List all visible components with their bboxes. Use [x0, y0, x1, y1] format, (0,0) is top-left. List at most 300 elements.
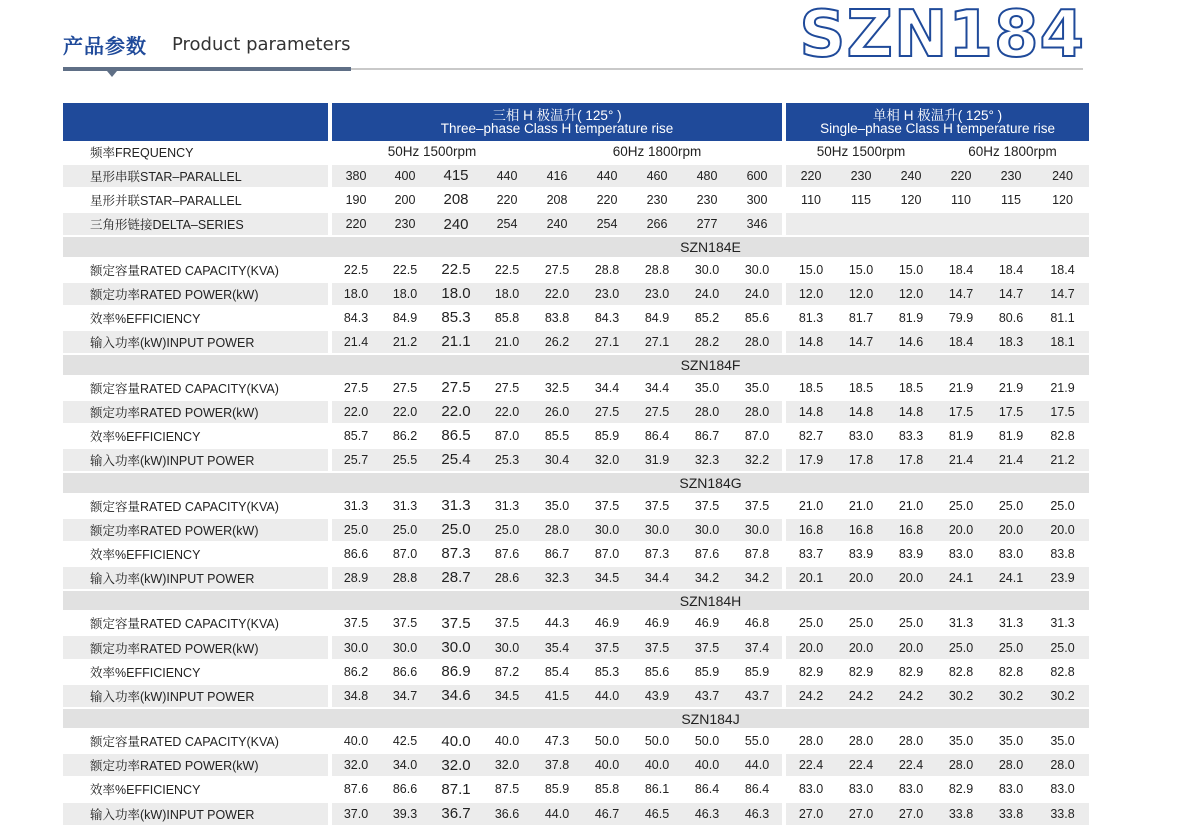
table-cell: 27.5 [632, 400, 682, 424]
table-cell: 28.0 [732, 330, 782, 354]
row-label: 输入功率(kW)INPUT POWER [63, 684, 328, 708]
table-cell: 83.3 [886, 424, 936, 448]
table-cell: 20.0 [836, 635, 886, 659]
table-cell: 20.0 [786, 635, 836, 659]
table-cell: 34.5 [482, 684, 532, 708]
table-cell: 17.5 [936, 400, 986, 424]
table-cell: 81.9 [986, 424, 1036, 448]
table-cell: 34.0 [380, 753, 430, 777]
table-cell: 82.9 [936, 777, 986, 801]
table-row [63, 424, 1089, 448]
table-cell: 85.7 [332, 424, 380, 448]
table-cell: 600 [732, 164, 782, 188]
section-label-blank [63, 708, 332, 730]
row-label: 输入功率(kW)INPUT POWER [63, 330, 328, 354]
table-cell: 208 [532, 188, 582, 212]
table-cell: 28.0 [1036, 753, 1089, 777]
table-cell: 230 [632, 188, 682, 212]
table-row [63, 802, 1089, 826]
table-cell: 26.2 [532, 330, 582, 354]
table-cell: 22.0 [482, 400, 532, 424]
table-cell: 14.8 [886, 400, 936, 424]
table-cell: 440 [482, 164, 532, 188]
model-section-row [63, 472, 1089, 494]
table-cell: 27.5 [532, 258, 582, 282]
row-label: 效率%EFFICIENCY [63, 777, 328, 801]
table-cell: 31.3 [332, 494, 380, 518]
table-cell: 25.0 [886, 611, 936, 635]
table-cell: 85.8 [582, 777, 632, 801]
table-cell: 41.5 [532, 684, 582, 708]
table-cell: 55.0 [732, 729, 782, 753]
table-cell: 31.9 [632, 448, 682, 472]
table-cell: 28.0 [836, 729, 886, 753]
table-cell: 25.0 [786, 611, 836, 635]
section-label-blank [63, 354, 332, 376]
table-cell: 34.5 [582, 566, 632, 590]
table-cell: 50.0 [582, 729, 632, 753]
table-cell: 86.4 [682, 777, 732, 801]
table-cell: 18.1 [1036, 330, 1089, 354]
table-cell: 28.0 [936, 753, 986, 777]
table-cell: 21.9 [986, 376, 1036, 400]
table-cell: 83.0 [836, 777, 886, 801]
table-cell: 30.0 [682, 518, 732, 542]
table-cell: 46.7 [582, 802, 632, 826]
section-label-blank [63, 472, 332, 494]
table-cell: 27.5 [582, 400, 632, 424]
table-cell: 25.3 [482, 448, 532, 472]
table-cell: 85.9 [682, 660, 732, 684]
table-cell: 18.4 [936, 258, 986, 282]
table-cell: 200 [380, 188, 430, 212]
table-cell: 86.2 [332, 660, 380, 684]
table-cell: 300 [732, 188, 782, 212]
table-cell: 34.6 [430, 684, 482, 708]
row-label: 效率%EFFICIENCY [63, 424, 328, 448]
table-cell: 35.0 [936, 729, 986, 753]
table-row [63, 188, 1089, 212]
table-cell: 21.4 [936, 448, 986, 472]
table-cell: 22.0 [430, 400, 482, 424]
table-cell: 36.7 [430, 802, 482, 826]
table-cell: 36.6 [482, 802, 532, 826]
table-cell: 85.9 [582, 424, 632, 448]
table-cell: 24.1 [986, 566, 1036, 590]
table-cell: 83.0 [986, 542, 1036, 566]
table-cell: 17.8 [886, 448, 936, 472]
table-cell: 27.5 [380, 376, 430, 400]
table-cell: 86.9 [430, 660, 482, 684]
table-cell: 46.9 [582, 611, 632, 635]
table-cell: 16.8 [786, 518, 836, 542]
row-label: 额定功率RATED POWER(kW) [63, 400, 328, 424]
table-cell: 17.5 [1036, 400, 1089, 424]
table-row [63, 376, 1089, 400]
table-cell: 27.0 [786, 802, 836, 826]
table-cell: 82.9 [786, 660, 836, 684]
single-phase-header-cn: 单相 H 极温升( 125° ) [872, 108, 1003, 123]
row-label: 额定容量RATED CAPACITY(KVA) [63, 258, 328, 282]
table-cell: 440 [582, 164, 632, 188]
table-cell: 18.5 [786, 376, 836, 400]
table-cell: 44.0 [532, 802, 582, 826]
table-cell: 84.3 [332, 306, 380, 330]
table-cell: 266 [632, 212, 682, 236]
table-cell: 28.2 [682, 330, 732, 354]
table-cell: 46.9 [682, 611, 732, 635]
model-section-row [63, 236, 1089, 258]
table-cell: 28.0 [886, 729, 936, 753]
table-row [63, 611, 1089, 635]
row-label: 额定容量RATED CAPACITY(KVA) [63, 729, 328, 753]
table-cell: 30.0 [732, 258, 782, 282]
table-cell: 21.9 [936, 376, 986, 400]
row-label: 额定功率RATED POWER(kW) [63, 282, 328, 306]
table-cell: 15.0 [886, 258, 936, 282]
table-cell: 82.8 [1036, 424, 1089, 448]
table-cell [836, 212, 886, 236]
table-cell: 25.0 [332, 518, 380, 542]
table-cell: 27.1 [582, 330, 632, 354]
table-cell: 110 [936, 188, 986, 212]
section-model-name: SZN184E [332, 236, 1089, 258]
table-cell: 22.5 [380, 258, 430, 282]
table-cell: 240 [532, 212, 582, 236]
table-cell: 31.3 [430, 494, 482, 518]
table-row [63, 542, 1089, 566]
table-row [63, 212, 1089, 236]
table-cell: 81.9 [936, 424, 986, 448]
table-cell: 82.8 [936, 660, 986, 684]
table-row [63, 635, 1089, 659]
table-cell: 460 [632, 164, 682, 188]
table-cell: 20.0 [986, 518, 1036, 542]
table-cell: 25.4 [430, 448, 482, 472]
model-title: SZN184 [799, 0, 1085, 72]
table-cell: 18.5 [836, 376, 886, 400]
table-cell: 50.0 [632, 729, 682, 753]
table-cell: 40.0 [482, 729, 532, 753]
table-cell: 34.4 [582, 376, 632, 400]
table-cell: 35.0 [1036, 729, 1089, 753]
frequency-label: 频率FREQUENCY [63, 141, 328, 164]
table-cell: 35.0 [732, 376, 782, 400]
table-cell: 14.8 [786, 400, 836, 424]
table-cell: 21.2 [1036, 448, 1089, 472]
table-cell: 22.0 [380, 400, 430, 424]
table-cell: 110 [786, 188, 836, 212]
table-cell: 22.5 [430, 258, 482, 282]
table-cell: 35.0 [682, 376, 732, 400]
table-cell: 40.0 [682, 753, 732, 777]
table-cell: 12.0 [886, 282, 936, 306]
table-cell: 32.0 [582, 448, 632, 472]
table-cell: 20.0 [886, 635, 936, 659]
model-section-row [63, 354, 1089, 376]
table-cell: 31.3 [1036, 611, 1089, 635]
table-cell: 83.0 [986, 777, 1036, 801]
table-cell: 25.0 [380, 518, 430, 542]
table-cell: 27.0 [886, 802, 936, 826]
row-label: 效率%EFFICIENCY [63, 660, 328, 684]
row-label: 额定功率RATED POWER(kW) [63, 518, 328, 542]
table-cell: 220 [332, 212, 380, 236]
table-cell: 40.0 [582, 753, 632, 777]
table-cell: 30.4 [532, 448, 582, 472]
table-cell: 85.6 [632, 660, 682, 684]
table-cell: 18.0 [380, 282, 430, 306]
table-cell: 24.1 [936, 566, 986, 590]
table-cell: 84.9 [380, 306, 430, 330]
three-phase-header-en: Three–phase Class H temperature rise [440, 121, 674, 136]
table-cell: 33.8 [936, 802, 986, 826]
table-cell [936, 212, 986, 236]
table-cell: 22.0 [532, 282, 582, 306]
table-cell: 14.6 [886, 330, 936, 354]
table-cell: 32.0 [430, 753, 482, 777]
table-cell: 87.8 [732, 542, 782, 566]
table-cell: 40.0 [332, 729, 380, 753]
table-cell: 85.9 [532, 777, 582, 801]
table-cell: 28.8 [380, 566, 430, 590]
table-cell: 30.0 [682, 258, 732, 282]
table-cell: 28.6 [482, 566, 532, 590]
table-cell: 85.8 [482, 306, 532, 330]
table-cell: 32.3 [682, 448, 732, 472]
table-cell: 85.3 [430, 306, 482, 330]
section-model-name: SZN184G [332, 472, 1089, 494]
table-row [63, 684, 1089, 708]
table-cell: 254 [482, 212, 532, 236]
table-cell: 30.0 [380, 635, 430, 659]
row-label: 额定容量RATED CAPACITY(KVA) [63, 494, 328, 518]
table-cell: 81.9 [886, 306, 936, 330]
table-cell: 37.5 [682, 494, 732, 518]
row-label: 输入功率(kW)INPUT POWER [63, 802, 328, 826]
table-header-row [63, 103, 1089, 141]
table-cell: 18.0 [482, 282, 532, 306]
table-cell: 83.0 [836, 424, 886, 448]
table-cell: 17.5 [986, 400, 1036, 424]
table-cell: 30.2 [986, 684, 1036, 708]
table-cell: 87.5 [482, 777, 532, 801]
table-cell: 28.7 [430, 566, 482, 590]
table-cell: 346 [732, 212, 782, 236]
table-cell: 37.8 [532, 753, 582, 777]
section-title-cn: 产品参数 [63, 34, 147, 58]
table-cell: 85.5 [532, 424, 582, 448]
table-cell: 39.3 [380, 802, 430, 826]
table-cell: 86.5 [430, 424, 482, 448]
table-cell: 25.0 [1036, 494, 1089, 518]
table-cell: 44.3 [532, 611, 582, 635]
table-cell: 46.9 [632, 611, 682, 635]
table-cell: 50.0 [682, 729, 732, 753]
table-cell: 25.0 [936, 635, 986, 659]
table-cell: 30.0 [632, 518, 682, 542]
table-cell: 83.8 [532, 306, 582, 330]
table-cell: 47.3 [532, 729, 582, 753]
table-cell: 30.2 [936, 684, 986, 708]
table-cell: 21.0 [836, 494, 886, 518]
table-cell: 83.7 [786, 542, 836, 566]
table-cell: 25.0 [936, 494, 986, 518]
table-cell: 115 [986, 188, 1036, 212]
table-cell: 23.0 [582, 282, 632, 306]
table-cell: 220 [582, 188, 632, 212]
table-cell: 43.7 [682, 684, 732, 708]
table-cell: 21.4 [332, 330, 380, 354]
section-model-name: SZN184H [332, 590, 1089, 612]
table-row [63, 494, 1089, 518]
table-cell: 87.0 [732, 424, 782, 448]
section-title-en: Product parameters [172, 34, 351, 55]
table-cell: 18.4 [1036, 258, 1089, 282]
table-cell: 86.7 [682, 424, 732, 448]
table-cell: 23.9 [1036, 566, 1089, 590]
table-cell: 34.7 [380, 684, 430, 708]
table-cell: 31.3 [482, 494, 532, 518]
table-cell: 22.5 [332, 258, 380, 282]
table-cell: 86.7 [532, 542, 582, 566]
table-cell: 14.8 [836, 400, 886, 424]
table-cell: 26.0 [532, 400, 582, 424]
table-row [63, 518, 1089, 542]
table-cell: 35.0 [532, 494, 582, 518]
table-row [63, 282, 1089, 306]
table-cell: 44.0 [732, 753, 782, 777]
table-cell: 25.5 [380, 448, 430, 472]
table-cell: 85.6 [732, 306, 782, 330]
table-cell: 14.7 [986, 282, 1036, 306]
table-cell: 86.1 [632, 777, 682, 801]
row-label: 效率%EFFICIENCY [63, 542, 328, 566]
table-cell: 86.6 [380, 660, 430, 684]
table-cell: 86.4 [632, 424, 682, 448]
table-cell: 87.6 [682, 542, 732, 566]
table-cell [986, 212, 1036, 236]
table-cell: 79.9 [936, 306, 986, 330]
table-cell: 34.2 [732, 566, 782, 590]
table-cell: 81.7 [836, 306, 886, 330]
table-cell: 14.7 [836, 330, 886, 354]
table-cell: 27.1 [632, 330, 682, 354]
table-cell: 30.0 [732, 518, 782, 542]
table-row [63, 566, 1089, 590]
table-cell: 32.0 [332, 753, 380, 777]
row-label: 输入功率(kW)INPUT POWER [63, 448, 328, 472]
table-cell: 120 [886, 188, 936, 212]
table-cell: 81.1 [1036, 306, 1089, 330]
table-cell: 21.2 [380, 330, 430, 354]
table-cell: 21.9 [1036, 376, 1089, 400]
table-cell: 220 [936, 164, 986, 188]
table-cell: 24.2 [836, 684, 886, 708]
row-label: 额定功率RATED POWER(kW) [63, 635, 328, 659]
table-cell: 17.9 [786, 448, 836, 472]
table-cell: 30.0 [332, 635, 380, 659]
table-cell: 30.0 [482, 635, 532, 659]
table-cell: 31.3 [380, 494, 430, 518]
table-cell: 43.9 [632, 684, 682, 708]
table-cell: 35.4 [532, 635, 582, 659]
table-cell: 254 [582, 212, 632, 236]
table-cell: 230 [986, 164, 1036, 188]
table-cell: 220 [786, 164, 836, 188]
table-cell: 30.0 [430, 635, 482, 659]
table-cell: 87.3 [632, 542, 682, 566]
table-cell: 82.9 [836, 660, 886, 684]
section-label-blank [63, 236, 332, 258]
table-cell: 30.2 [1036, 684, 1089, 708]
table-cell: 83.0 [936, 542, 986, 566]
table-cell: 46.3 [732, 802, 782, 826]
table-cell: 86.6 [380, 777, 430, 801]
table-cell: 86.2 [380, 424, 430, 448]
table-cell: 18.3 [986, 330, 1036, 354]
table-row [63, 777, 1089, 801]
table-cell: 34.4 [632, 566, 682, 590]
table-cell [886, 212, 936, 236]
table-cell: 25.0 [430, 518, 482, 542]
table-cell: 20.0 [936, 518, 986, 542]
table-cell: 85.9 [732, 660, 782, 684]
table-cell: 14.8 [786, 330, 836, 354]
row-label: 效率%EFFICIENCY [63, 306, 328, 330]
parameters-table [63, 103, 1089, 827]
table-cell: 33.8 [986, 802, 1036, 826]
table-cell: 46.3 [682, 802, 732, 826]
table-cell: 18.0 [430, 282, 482, 306]
table-cell: 87.0 [380, 542, 430, 566]
table-cell: 37.5 [732, 494, 782, 518]
table-cell: 25.0 [482, 518, 532, 542]
row-label: 额定功率RATED POWER(kW) [63, 753, 328, 777]
table-cell: 82.7 [786, 424, 836, 448]
table-cell: 46.8 [732, 611, 782, 635]
freq-single-60hz: 60Hz 1800rpm [936, 141, 1089, 164]
table-cell: 25.0 [836, 611, 886, 635]
table-cell: 87.2 [482, 660, 532, 684]
table-cell: 16.8 [886, 518, 936, 542]
table-cell: 40.0 [632, 753, 682, 777]
table-cell: 82.9 [886, 660, 936, 684]
frequency-row [63, 141, 1089, 164]
table-cell: 31.3 [936, 611, 986, 635]
table-cell: 230 [682, 188, 732, 212]
table-cell: 22.0 [332, 400, 380, 424]
table-cell: 24.0 [732, 282, 782, 306]
table-cell: 120 [1036, 188, 1089, 212]
table-cell: 21.1 [430, 330, 482, 354]
table-cell: 15.0 [836, 258, 886, 282]
table-cell: 21.4 [986, 448, 1036, 472]
table-cell: 82.8 [1036, 660, 1089, 684]
section-model-name: SZN184J [332, 708, 1089, 730]
table-cell: 81.3 [786, 306, 836, 330]
table-cell: 83.0 [786, 777, 836, 801]
table-cell: 190 [332, 188, 380, 212]
table-cell: 85.3 [582, 660, 632, 684]
table-cell [786, 212, 836, 236]
model-section-row [63, 708, 1089, 730]
table-cell: 25.0 [986, 494, 1036, 518]
table-cell: 230 [836, 164, 886, 188]
table-cell: 86.4 [732, 777, 782, 801]
single-phase-header [786, 103, 1089, 141]
table-cell: 28.8 [582, 258, 632, 282]
